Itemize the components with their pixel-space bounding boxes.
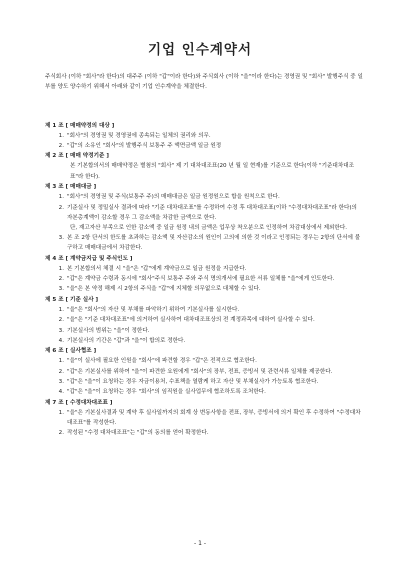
clause-item — [45, 367, 363, 377]
clause-item — [45, 305, 363, 315]
clause-text: "회사"의 경영권 및 주식(보통주 주)의 매매대금은 일금 원정원으로 합을 원칙으로 한다. — [67, 194, 280, 201]
clause-text: 본 기본합의서 체결 시 "을"은 "갑"에게 계약금으로 일금 원정을 지급한다. — [67, 266, 247, 273]
clause-text: "을"은 "회사"의 자산 및 부채를 파악하기 위하여 기본실사를 실시한다. — [67, 307, 240, 314]
clause-text: "을"은 기본실사결과 및 계약 후 실사일까지의 회계 상 변동사항을 전표, 장부, 증빙서에 의거 확인 후 수정하여 "수정대차대조표"를 작성한다. — [67, 409, 361, 426]
articles-section — [45, 120, 363, 438]
clause-item — [45, 203, 363, 223]
clause-number: 2. — [58, 368, 64, 375]
clause-item — [45, 264, 363, 274]
clause-item — [45, 428, 363, 438]
clause-text: 본 조 2항 단서의 한도를 초과하는 감소액 및 자산감소의 원인이 고의에 의한 것 이라고 인정되는 경우는 2항의 단서에 불구하고 매매대금에서 차감한다. — [67, 235, 361, 252]
clause-number: 2. — [58, 204, 64, 211]
clause-text: "회사"의 경영권 및 경영권에 종속되는 일체의 권리와 의무. — [67, 132, 211, 139]
clause-number: 2. — [58, 276, 64, 283]
clause-text: 기본실사의 기간은 "갑"과 "을"이 합의로 정한다. — [67, 337, 186, 344]
article-heading: 제 1 조 [ 매매약정의 대상 ] — [45, 122, 115, 129]
clause-number: 1. — [58, 266, 64, 273]
clause-item — [45, 408, 363, 428]
article-heading: 제 2 조 [ 매매 약정기준 ] — [45, 153, 109, 160]
clause-text: "갑"은 "을"이 요청하는 경우 "회사"의 임직원을 실사업무에 협조하도록 조처한다. — [67, 389, 266, 396]
clause-text: "갑"은 "을"이 요청하는 경우 자금이용처, 수표책을 열람케 하고 자산 및 부채실사가 가능토록 협조한다. — [67, 378, 319, 385]
clause-number: 3. — [58, 378, 64, 385]
clause-number: 3. — [58, 327, 64, 334]
clause-number: 4. — [58, 337, 64, 344]
clause-number: 1. — [58, 358, 64, 365]
clause-text: 기본실사의 범위는 "을"이 정한다. — [67, 327, 150, 334]
article-heading: 제 3 조 [ 매매대금 ] — [45, 184, 97, 191]
clause-number: 2. — [58, 430, 64, 437]
clause-item — [45, 356, 363, 366]
clause-text: 작성된 "수정 대차대조표"는 "갑"의 동의를 얻어 확정한다. — [67, 430, 209, 437]
clause-text: "갑"은 기본실사를 위하여 "을"이 파견한 요원에게 "회사"의 장부, 전표, 증빙서 및 관련서류 일체를 제공한다. — [67, 368, 333, 375]
clause-text: "갑"의 소유인 "회사"의 발행주식 보통주 주 액면금액 일금 원정 — [67, 142, 222, 149]
clause-number: 2. — [58, 317, 64, 324]
clause-number: 1. — [58, 194, 64, 201]
clause-item — [45, 274, 363, 284]
article-heading: 제 4 조 [ 계약금지급 및 주식인도 ] — [45, 256, 133, 263]
clause-item — [45, 284, 363, 294]
clause-item — [45, 326, 363, 336]
clause-item — [45, 192, 363, 202]
clause-number: 3. — [58, 235, 64, 242]
clause-item — [45, 315, 363, 325]
clause-number: 3. — [58, 286, 64, 293]
clause-item — [45, 131, 363, 141]
clause-item — [45, 336, 363, 346]
clause-text: "을"은 "기준 대차대조표"에 의거하여 실사하여 대차대조표상의 전 계정과목에 대하여 실사할 수 있다. — [67, 317, 315, 324]
clause-item — [45, 387, 363, 397]
clause-number: 1. — [58, 307, 64, 314]
clause-number: 1. — [58, 409, 64, 416]
clause-number: 4. — [58, 389, 64, 396]
clause-number: 1. — [58, 132, 64, 139]
clause-text: 기준실사 및 정밀실사 결과에 따라 "기준 대차대조표"를 수정하여 수정 후 대차대조표(이하 "수정대차대조표"라 한다)의 자본총계액이 감소할 경우 그 감소액을 차감한 금액으로 한다. — [67, 204, 357, 221]
clause-item — [45, 233, 363, 253]
clause-number: 2. — [58, 142, 64, 149]
clause-item — [45, 141, 363, 151]
article-paragraph: 본 기본합의서의 매매약정은 별첨의 "회사" 제 기 대차대조표(20 년 월 일 현재)를 기준으로 한다(이하 "기준대차대조표"라 한다). — [70, 163, 355, 180]
clause-proviso: 단, 재고자산 부족으로 인한 감소액 중 일금 원정 내의 금액은 업무상 착오분으로 인정하여 차감대상에서 제외한다. — [70, 224, 348, 231]
intro-paragraph: 주식회사 (이하 "회사"라 한다)의 대주주 (이하 "갑"이라 한다)와 주식회사 (이하 "을"이라 한다)는 경영권 및 "회사" 발행주식 중 일부를 양도 양수하기 위해서 아래와 같이 기업 인수계약을 체결한다. — [45, 74, 363, 91]
article-heading: 제 7 조 [ 수정대차대조표 ] — [45, 399, 113, 406]
clause-text: "을"은 본 약정 해제 시 2항의 주식을 "갑"에 지체할 의무없으로 대체할 수 있다. — [67, 286, 261, 293]
clause-text: "을"이 실사에 필요한 인원을 "회사"에 파견할 경우 "갑"은 전적으로 협조한다. — [67, 358, 257, 365]
clause-item — [45, 377, 363, 387]
page-number: - 1 - — [194, 540, 206, 547]
document-title: 기업 인수계약서 — [148, 42, 252, 58]
article-heading: 제 6 조 [ 실사협조 ] — [45, 348, 97, 355]
clause-text: "갑"은 계약금 수령과 동시에 "회사"주식 보통주 주와 주식 명의개서에 필요한 서류 일체를 "을"에게 인도한다. — [67, 276, 335, 283]
article-heading: 제 5 조 [ 기준 실사 ] — [45, 297, 99, 304]
